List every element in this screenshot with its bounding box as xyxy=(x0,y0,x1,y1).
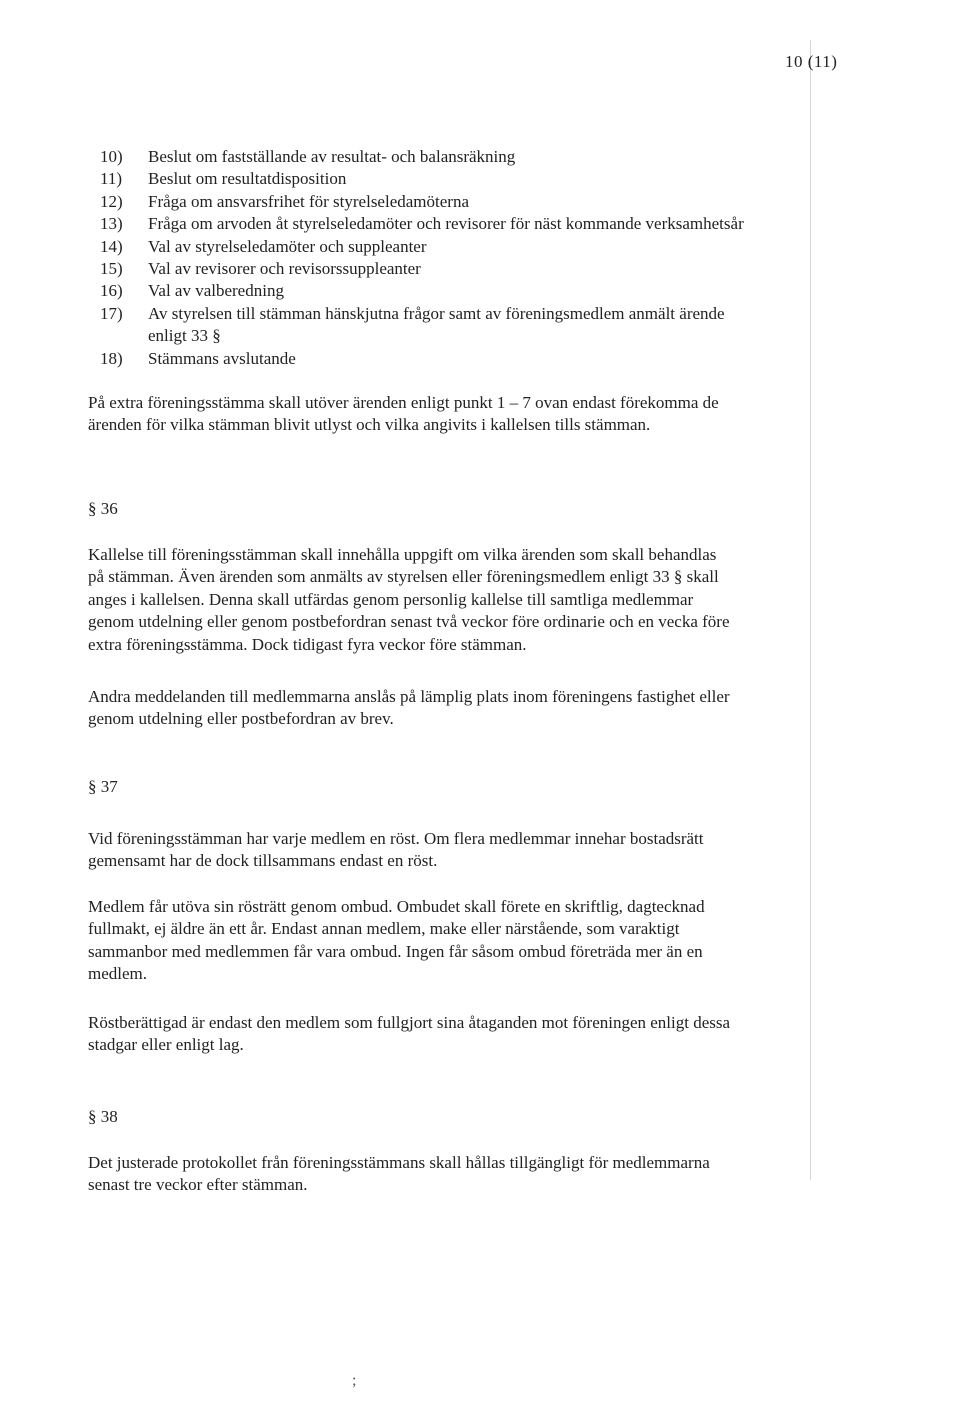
paragraph-37-1: Vid föreningsstämman har varje medlem en röst. Om flera medlemmar innehar bostadsrätt gemensamt har de dock tillsammans endast en röst. xyxy=(88,829,704,871)
list-item: 14) Val av styrelseledamöter och suppleanter xyxy=(100,236,427,256)
agenda-list xyxy=(100,146,860,370)
extra-stamma-paragraph: På extra föreningsstämma skall utöver ärenden enligt punkt 1 – 7 ovan endast förekomma de ärenden för vilka stämman blivit utlyst och vilka angivits i kallelsen tills stämman. xyxy=(88,393,719,435)
footer-mark: ; xyxy=(352,1372,357,1389)
section-heading-37: § 37 xyxy=(88,777,118,796)
list-item: 12) Fråga om ansvarsfrihet för styrelseledamöterna xyxy=(100,191,469,211)
paragraph-37-2: Medlem får utöva sin rösträtt genom ombud. Ombudet skall förete en skriftlig, dagtecknad fullmakt, ej äldre än ett år. Endast annan medlem, make eller närstående, som varaktigt sammanbor med medlemmen får vara ombud. Ingen får såsom ombud företräda mer än en medlem. xyxy=(88,897,705,984)
list-item: 11) Beslut om resultatdisposition xyxy=(100,169,347,189)
list-item: 17) Av styrelsen till stämman hänskjutna frågor samt av föreningsmedlem anmält ärende xyxy=(100,303,725,323)
page-number: 10 (11) xyxy=(785,52,838,71)
list-item: 18) Stämmans avslutande xyxy=(100,348,296,368)
paragraph-36-2: Andra meddelanden till medlemmarna anslås på lämplig plats inom föreningens fastighet eller genom utdelning eller postbefordran av brev. xyxy=(88,687,730,729)
section-heading-36: § 36 xyxy=(88,499,118,518)
section-heading-38: § 38 xyxy=(88,1107,118,1126)
list-item-continuation: enligt 33 § xyxy=(148,326,221,346)
list-item: 15) Val av revisorer och revisorssuppleanter xyxy=(100,259,421,279)
paragraph-36-1: Kallelse till föreningsstämman skall innehålla uppgift om vilka ärenden som skall behandlas på stämman. Även ärenden som anmälts av styrelsen eller föreningsmedlem enligt 33 § skall anges i kallelsen. Denna skall utfärdas genom personlig kallelse till samtliga medlemmar genom utdelning eller genom postbefordran senast två veckor före ordinarie och en vecka före extra föreningsstämma. Dock tidigast fyra veckor före stämman. xyxy=(88,545,730,654)
list-item: 10) Beslut om fastställande av resultat- och balansräkning xyxy=(100,147,516,166)
list-item: 13) Fråga om arvoden åt styrelseledamöter och revisorer för näst kommande verksamhetsår xyxy=(100,214,744,234)
paragraph-38-1: Det justerade protokollet från föreningsstämmans skall hållas tillgängligt för medlemmarna senast tre veckor efter stämman. xyxy=(88,1153,710,1195)
paragraph-37-3: Röstberättigad är endast den medlem som fullgjort sina åtaganden mot föreningen enligt dessa stadgar eller enligt lag. xyxy=(88,1013,731,1055)
list-item: 16) Val av valberedning xyxy=(100,281,284,301)
